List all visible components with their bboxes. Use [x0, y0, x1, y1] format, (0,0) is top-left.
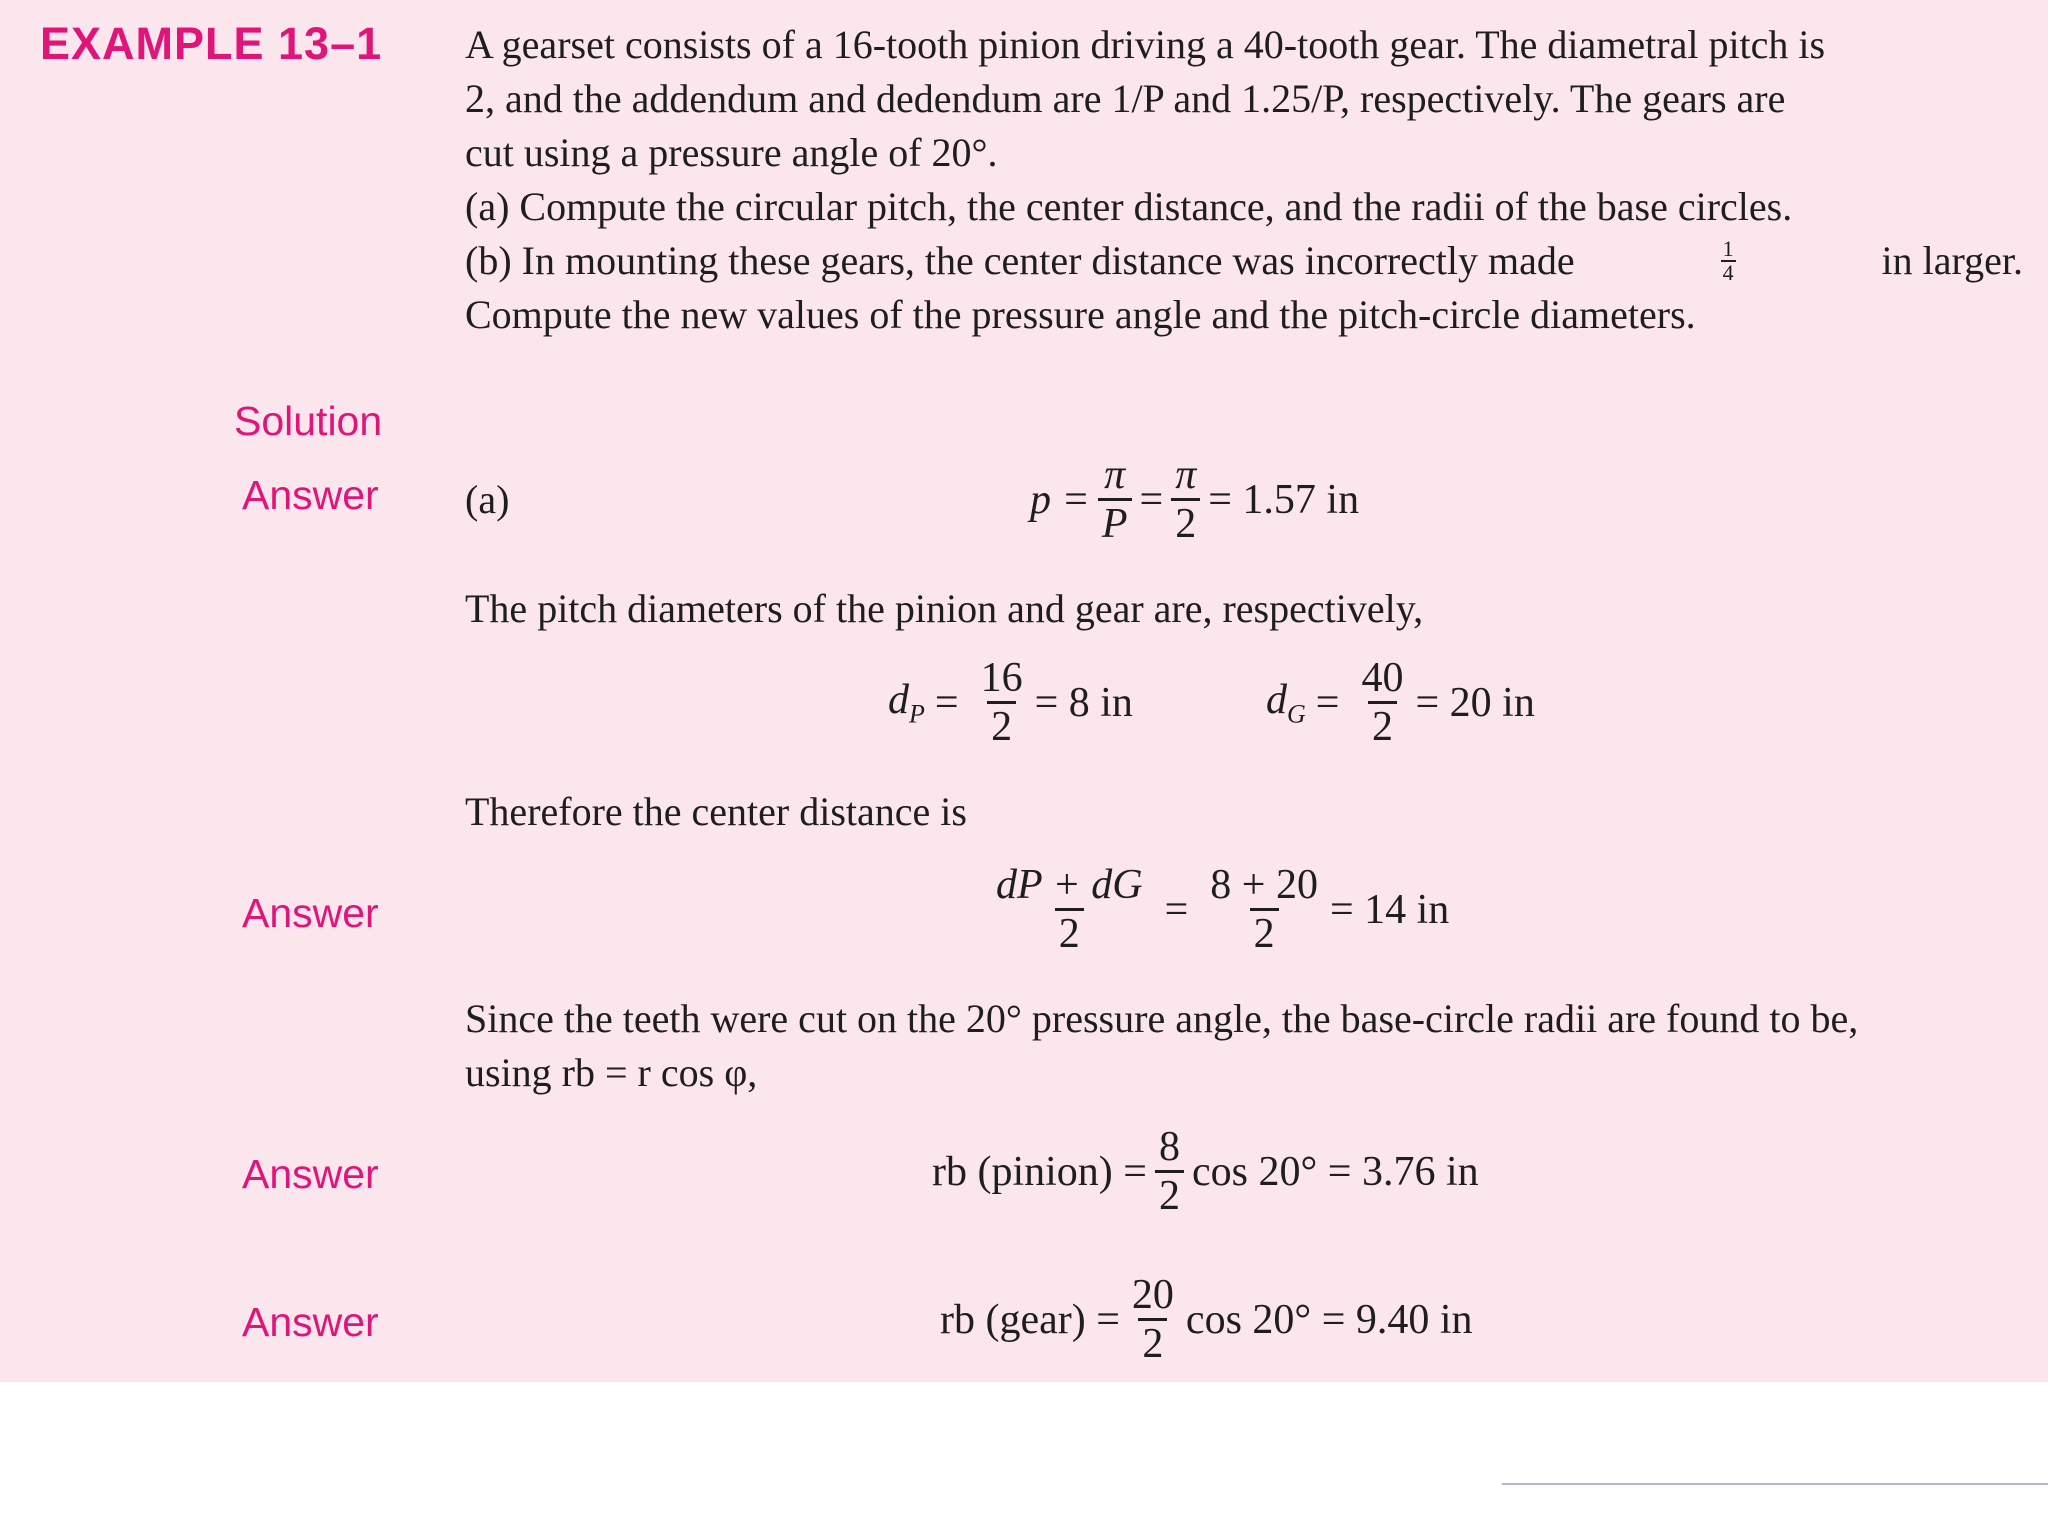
center-distance-text: Therefore the center distance is	[465, 789, 967, 834]
part-b-text: (b) In mounting these gears, the center distance was incorrectly made	[465, 238, 1575, 283]
eq2a-d-text: d	[888, 676, 909, 723]
problem-part-b	[465, 234, 2023, 288]
eq3-equals: =	[1164, 886, 1189, 933]
eq2b-den: 2	[1368, 701, 1397, 750]
eq3-f2-den: 2	[1250, 908, 1279, 957]
eq2a-d	[888, 676, 925, 729]
answer-label-4: Answer	[242, 1299, 379, 1345]
problem-line-4: (a) Compute the circular pitch, the center distance, and the radii of the base circles.	[465, 184, 1793, 229]
eq2b-num: 40	[1361, 655, 1404, 701]
eq3-frac-2	[1206, 862, 1322, 957]
eq1-result: = 1.57 in	[1208, 476, 1360, 523]
eq5-result: cos 20° = 9.40 in	[1185, 1296, 1473, 1343]
pitch-diameters-text: The pitch diameters of the pinion and gear are, respectively,	[465, 586, 1424, 631]
quarter-num: 1	[1722, 236, 1734, 261]
answer-label-1: Answer	[242, 472, 379, 518]
eq1-equals: =	[1139, 476, 1164, 523]
answer-label-2: Answer	[242, 890, 379, 936]
part-b-after: in larger.	[1881, 238, 2023, 283]
solution-label: Solution	[234, 398, 383, 444]
eq5-den: 2	[1138, 1318, 1167, 1367]
eq1-f1-den: P	[1098, 498, 1132, 547]
center-distance-equation	[984, 862, 1449, 957]
problem-line-1: A gearset consists of a 16-tooth pinion driving a 40-tooth gear. The diametral pitch is	[465, 22, 1826, 67]
part-a-label: (a)	[465, 477, 510, 522]
eq4-frac	[1155, 1124, 1184, 1219]
eq5-num: 20	[1131, 1272, 1174, 1318]
eq2b-d	[1266, 676, 1306, 729]
pitch-diameter-pinion-equation	[888, 655, 1133, 750]
base-circle-line-2: using rb = r cos φ,	[465, 1050, 758, 1095]
base-radius-pinion-equation	[932, 1124, 1479, 1219]
divider-rule	[1502, 1483, 2048, 1485]
eq2a-equals: =	[934, 679, 959, 726]
problem-line-2: 2, and the addendum and dedendum are 1/P and 1.25/P, respectively. The gears are	[465, 76, 1786, 121]
base-radius-gear-equation	[940, 1272, 1473, 1367]
eq5-lhs: rb (gear) =	[940, 1296, 1120, 1343]
eq2a-sub: P	[909, 699, 925, 729]
eq4-den: 2	[1155, 1170, 1184, 1219]
eq3-result: = 14 in	[1329, 886, 1450, 933]
eq2a-result: = 8 in	[1034, 679, 1133, 726]
eq3-f1-num: dP + dG	[996, 862, 1143, 908]
eq1-frac-1	[1098, 452, 1132, 547]
problem-statement	[465, 18, 2023, 342]
eq2b-frac	[1357, 655, 1407, 750]
problem-line-6: Compute the new values of the pressure angle and the pitch-circle diameters.	[465, 292, 1696, 337]
eq2b-equals: =	[1315, 679, 1340, 726]
circular-pitch-equation	[1030, 452, 1359, 547]
eq3-f2-num: 8 + 20	[1210, 862, 1318, 908]
eq1-f1-num: π	[1104, 452, 1126, 498]
eq2b-sub: G	[1287, 699, 1306, 729]
eq4-lhs: rb (pinion) =	[932, 1148, 1147, 1195]
eq1-f2-den: 2	[1171, 498, 1200, 547]
eq4-result: cos 20° = 3.76 in	[1191, 1148, 1479, 1195]
pitch-diameter-gear-equation	[1266, 655, 1535, 750]
eq2b-d-text: d	[1266, 676, 1287, 723]
base-circle-line-1: Since the teeth were cut on the 20° pressure angle, the base-circle radii are found to be,	[465, 996, 1859, 1041]
eq1-f2-num: π	[1175, 452, 1197, 498]
eq2a-num: 16	[980, 655, 1023, 701]
eq3-f1-den: 2	[1055, 908, 1084, 957]
answer-label-3: Answer	[242, 1151, 379, 1197]
eq2a-den: 2	[987, 701, 1016, 750]
eq5-frac	[1128, 1272, 1178, 1367]
eq4-num: 8	[1158, 1124, 1180, 1170]
eq1-lhs: p =	[1030, 476, 1090, 523]
example-heading: EXAMPLE 13–1	[40, 18, 383, 69]
base-circle-text	[465, 992, 2023, 1100]
quarter-fraction	[1721, 238, 1736, 284]
eq1-frac-2	[1171, 452, 1200, 547]
eq3-frac-1	[992, 862, 1147, 957]
eq2b-result: = 20 in	[1415, 679, 1535, 726]
quarter-den: 4	[1722, 260, 1734, 285]
eq2a-frac	[977, 655, 1027, 750]
problem-line-3: cut using a pressure angle of 20°.	[465, 130, 998, 175]
